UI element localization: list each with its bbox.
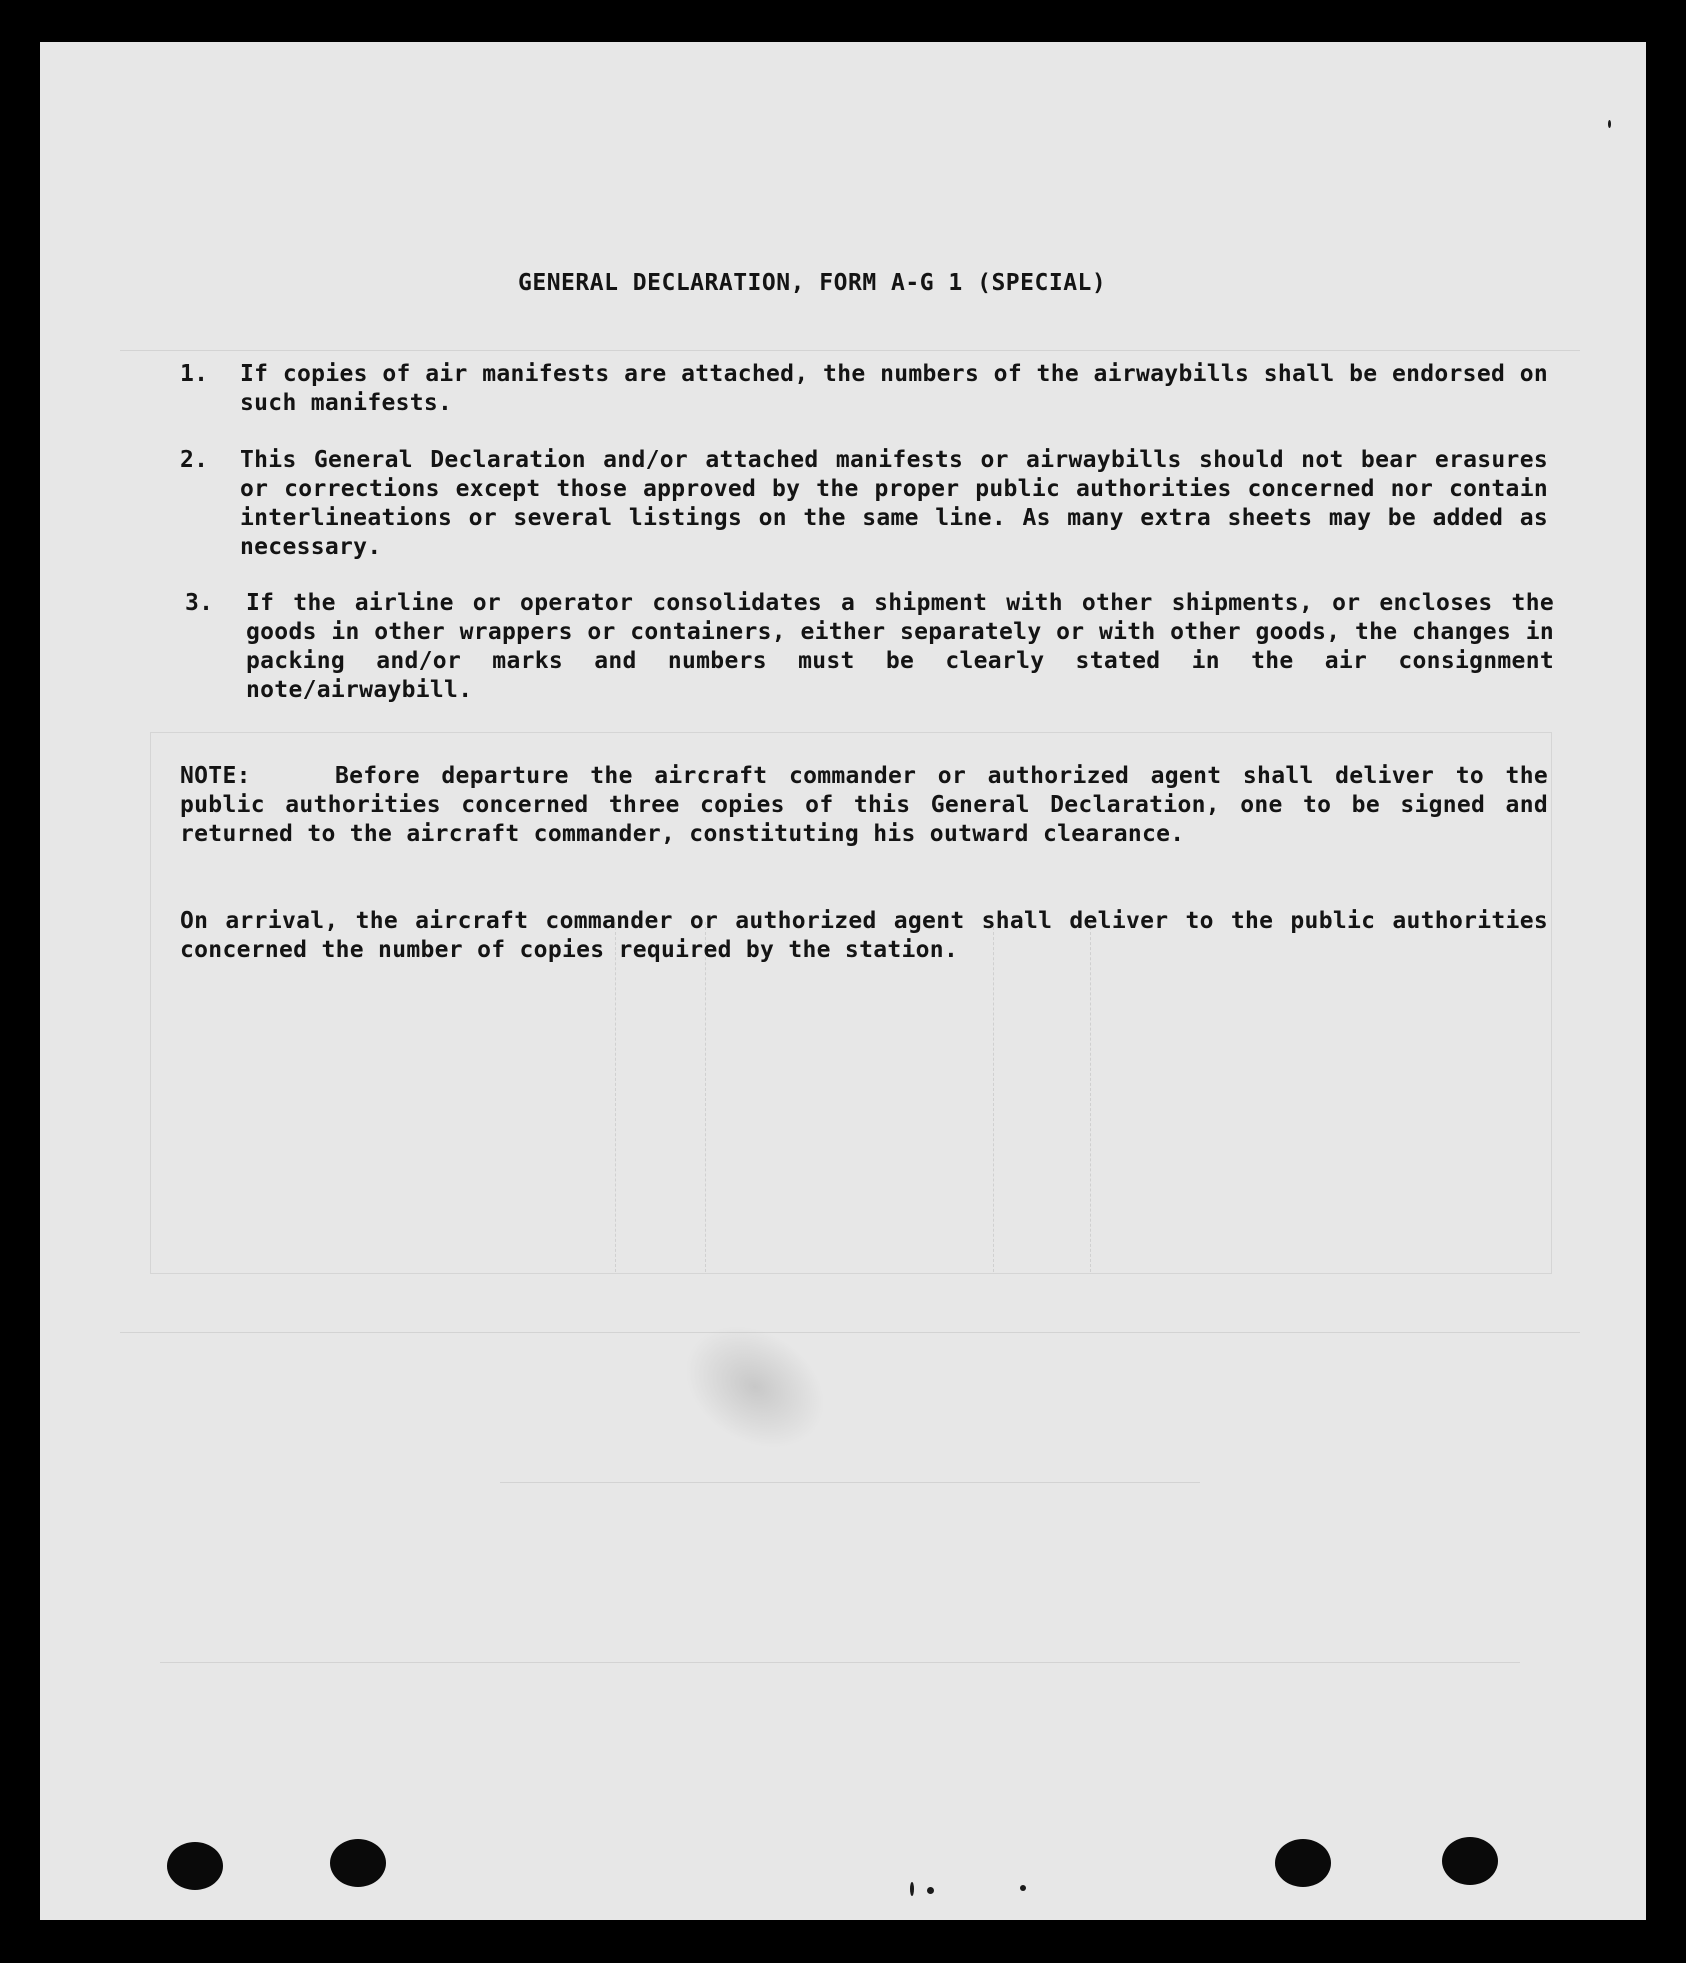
punch-hole xyxy=(167,1842,223,1890)
ink-speck xyxy=(927,1887,934,1894)
arrival-paragraph: On arrival, the aircraft commander or authorized agent shall deliver to the public authorities concerned the number of copies required by the station. xyxy=(180,908,1548,963)
note-label: NOTE: xyxy=(180,763,251,789)
item-text: This General Declaration and/or attached manifests or airwaybills should not bear erasures or corrections except those approved by the proper public authorities concerned nor contain interlineations or several listings on the same line. As many extra sheets may be added as necessary. xyxy=(240,447,1548,560)
page-title: GENERAL DECLARATION, FORM A-G 1 (SPECIAL) xyxy=(518,270,1107,296)
note-paragraph xyxy=(180,762,1548,849)
document-page xyxy=(40,42,1646,1920)
bleed-through-rule xyxy=(615,922,616,1272)
punch-hole xyxy=(1442,1837,1498,1885)
bleed-through-rule xyxy=(160,1662,1520,1663)
item-text: If the airline or operator consolidates a shipment with other shipments, or encloses the goods in other wrappers or containers, either separately or with other goods, the changes in packing and/or marks and numbers must be clearly stated in the air consignment note/airwaybill. xyxy=(246,590,1554,703)
punch-hole xyxy=(1275,1839,1331,1887)
ink-speck xyxy=(1020,1885,1026,1891)
bleed-through-rule xyxy=(705,922,706,1272)
punch-hole xyxy=(330,1839,386,1887)
item-text: If copies of air manifests are attached, the numbers of the airwaybills shall be endorsed on such manifests. xyxy=(240,361,1548,416)
bleed-through-rule xyxy=(993,922,994,1272)
item-number: 3. xyxy=(185,590,214,616)
item-number: 1. xyxy=(180,361,209,387)
bleed-through-rule xyxy=(120,1332,1580,1333)
bleed-through-rule xyxy=(500,1482,1200,1483)
ink-speck xyxy=(910,1882,914,1896)
bleed-through-rule xyxy=(120,350,1580,351)
bleed-through-rule xyxy=(1090,922,1091,1272)
stamp-smudge xyxy=(662,1301,847,1474)
item-number: 2. xyxy=(180,447,209,473)
note-text: Before departure the aircraft commander or authorized agent shall deliver to the public authorities concerned three copies of this General Declaration, one to be signed and returned to the aircraft commander, constituting his outward clearance. xyxy=(180,763,1548,847)
ink-speck xyxy=(1608,120,1611,128)
